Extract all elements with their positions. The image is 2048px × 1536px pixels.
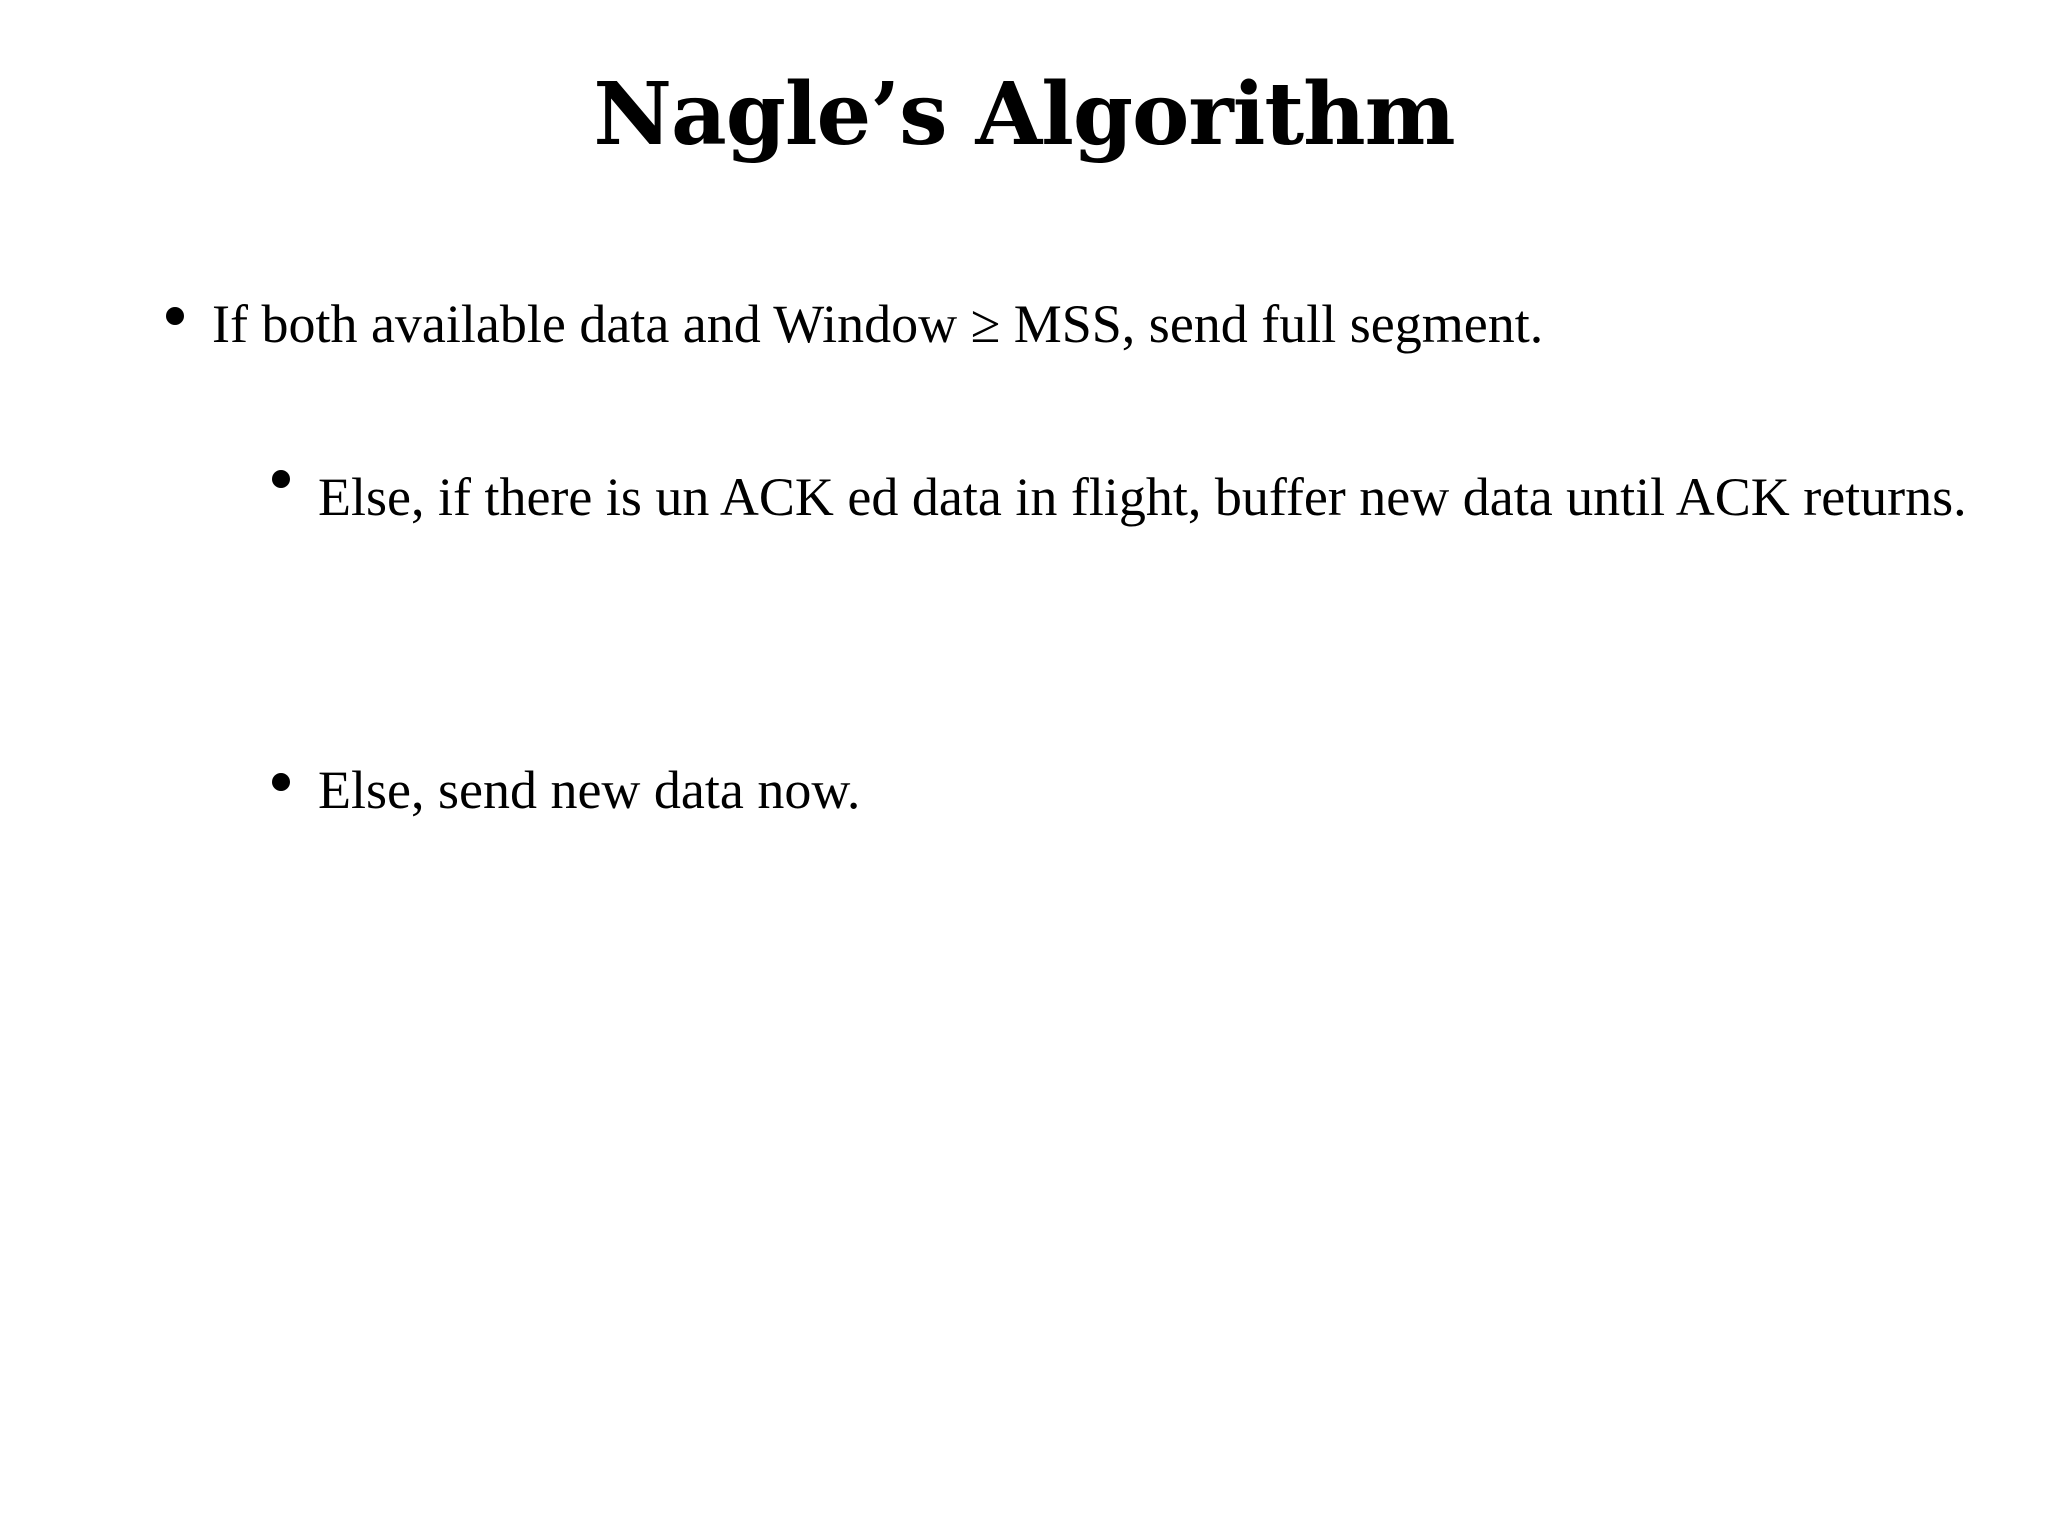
bullet-item-3: Else, send new data now. (318, 760, 861, 820)
bullet-item-1: If both available data and Window ≥ MSS, send full segment. (212, 294, 1544, 354)
bullet-dot (272, 773, 290, 791)
bullet-dot (166, 307, 184, 325)
bullet-item-2: Else, if there is un ACK ed data in flight, buffer new data until ACK returns. (318, 467, 1967, 527)
slide-title: Nagle’s Algorithm (593, 64, 1455, 165)
bullet-dot (272, 470, 290, 488)
